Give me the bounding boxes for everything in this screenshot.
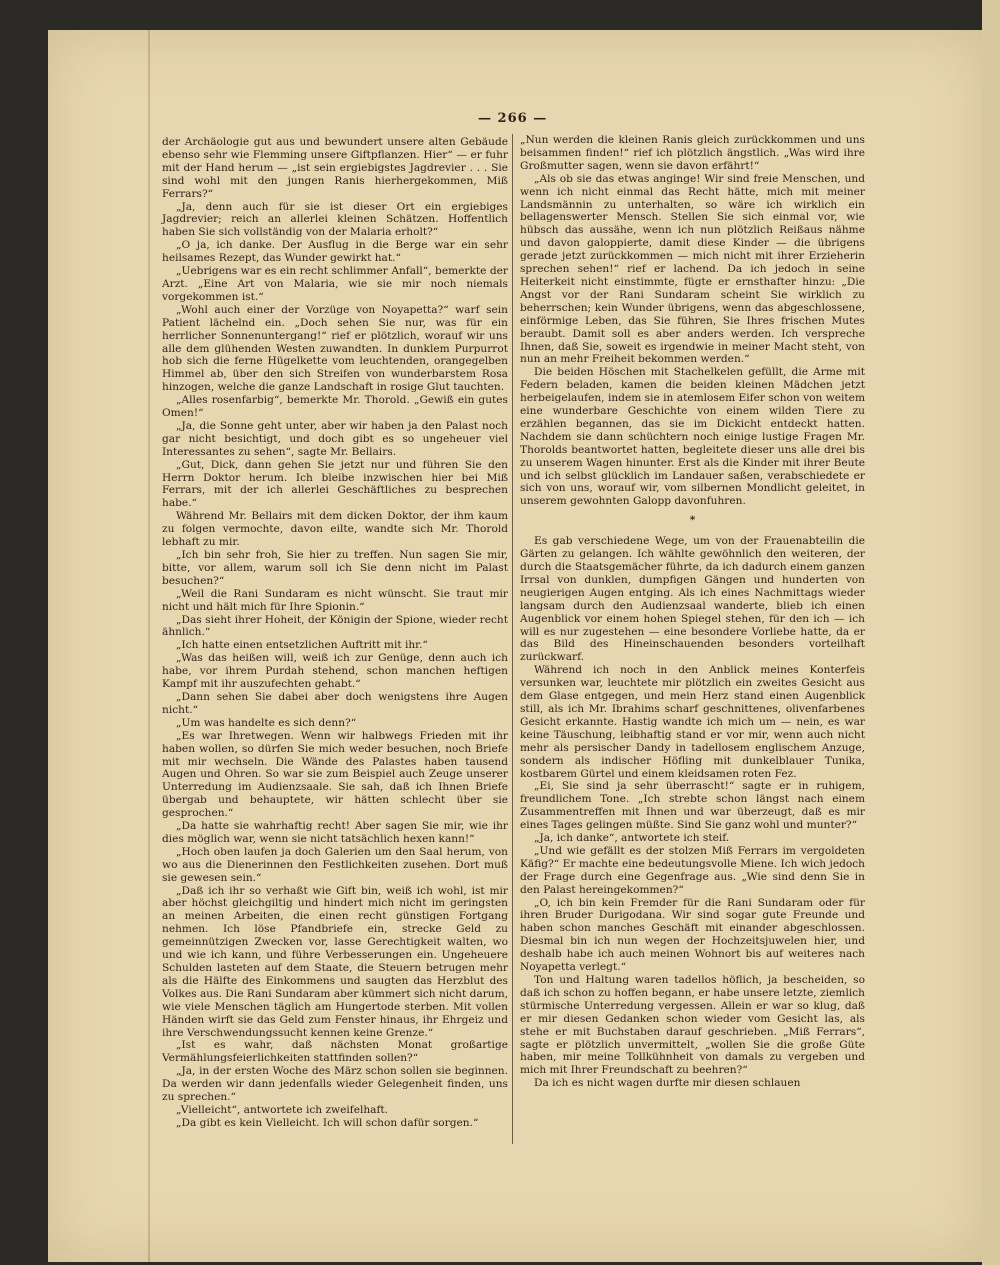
- paragraph: „Dann sehen Sie dabei aber doch wenigstens ihre Augen nicht.“: [162, 690, 508, 716]
- paragraph: Da ich es nicht wagen durfte mir diesen schlauen: [534, 1077, 801, 1090]
- page-number: — 266 —: [478, 111, 548, 126]
- left-text-column: [162, 136, 508, 1130]
- paragraph: „Alles rosenfarbig“, bemerkte Mr. Thorold. „Gewiß ein gutes Omen!“: [162, 394, 508, 420]
- paragraph: „Es war Ihretwegen. Wenn wir halbwegs Frieden mit ihr haben wollen, so dürfen Sie mich weder besuchen, noch Briefe mit mir wechseln. Die Wände des Palastes haben tausend Augen und Ohren. So war sie zum Beispiel auch Zeuge unserer Unterredung im Audienzsaale. Sie sah, daß ich Ihnen Briefe übergab und behauptete, wir hätten schlecht über sie gesprochen.“: [162, 729, 508, 820]
- paragraph: „Und wie gefällt es der stolzen Miß Ferrars im vergoldeten Käfig?“ Er machte eine bedeutungsvolle Miene. Ich wich jedoch der Frage durch eine Gegenfrage aus. „Wie sind denn Sie in den Palast hereingekommen?“: [520, 844, 865, 896]
- paper-fold-line: [148, 30, 150, 1262]
- paragraph: „Vielleicht“, antwortete ich zweifelhaft.: [176, 1103, 389, 1116]
- paragraph: „Um was handelte es sich denn?“: [176, 716, 357, 729]
- paragraph: „Hoch oben laufen ja doch Galerien um den Saal herum, von wo aus die Dienerinnen den Festlichkeiten zusehen. Dort muß sie gewesen sein.“: [162, 845, 508, 884]
- paragraph: „Ja, in der ersten Woche des März schon sollen sie beginnen. Da werden wir dann jedenfalls wieder Gelegenheit finden, uns zu sprechen.“: [162, 1065, 508, 1104]
- paragraph: „Weil die Rani Sundaram es nicht wünscht. Sie traut mir nicht und hält mich für Ihre Spionin.“: [162, 587, 508, 613]
- paragraph: „Gut, Dick, dann gehen Sie jetzt nur und führen Sie den Herrn Doktor herum. Ich bleibe inzwischen hier bei Miß Ferrars, mit der ich allerlei Geschäftliches zu besprechen habe.“: [162, 458, 508, 510]
- adjacent-page-edge: [982, 0, 1000, 1265]
- paragraph: „Da hatte sie wahrhaftig recht! Aber sagen Sie mir, wie ihr dies möglich war, wenn sie nicht tatsächlich hexen kann!“: [162, 820, 508, 845]
- paragraph: „O, ich bin kein Fremder für die Rani Sundaram oder für ihren Bruder Durigodana. Wir sind sogar gute Freunde und haben schon manches Geschäft mit einander abgeschlossen. Diesmal bin ich nun wegen der Hochzeitsjuwelen hier, und deshalb habe ich auch meinen Wohnort bis auf weiteres nach Noyapetta verlegt.“: [520, 896, 865, 974]
- paragraph: Ton und Haltung waren tadellos höflich, ja bescheiden, so daß ich schon zu hoffen begann, er habe unsere letzte, ziemlich stürmische Unterredung vergessen. Allein er war so klug, daß er mir diesen Gedanken schon wieder vom Gesicht las, als stehe er mit Buchstaben darauf geschrieben. „Miß Ferrars“, sagte er plötzlich unvermittelt, „wollen Sie die große Güte haben, mir meine Tollkühnheit von damals zu vergeben und mich mit Ihrer Freundschaft zu beehren?“: [520, 974, 865, 1077]
- section-separator: *: [689, 514, 696, 527]
- paragraph: „O ja, ich danke. Der Ausflug in die Berge war ein sehr heilsames Rezept, das Wunder gewirkt hat.“: [162, 239, 508, 265]
- paragraph: „Da gibt es kein Vielleicht. Ich will schon dafür sorgen.“: [176, 1116, 479, 1129]
- paragraph: „Ja, ich danke“, antwortete ich steif.: [534, 832, 730, 845]
- paragraph: Während Mr. Bellairs mit dem dicken Doktor, der ihm kaum zu folgen vermochte, davon eilte, wandte sich Mr. Thorold lebhaft zu mir.: [162, 510, 508, 549]
- paragraph: „Uebrigens war es ein recht schlimmer Anfall“, bemerkte der Arzt. „Eine Art von Malaria, wie sie mir noch niemals vorgekommen ist.“: [162, 265, 508, 303]
- paragraph: „Was das heißen will, weiß ich zur Genüge, denn auch ich habe, vor ihrem Purdah stehend, schon manchen heftigen Kampf mit ihr auszufechten gehabt.“: [162, 652, 508, 691]
- right-text-column: [520, 134, 865, 1090]
- paragraph: der Archäologie gut aus und bewundert unsere alten Gebäude ebenso sehr wie Flemming unsere Giftpflanzen. Hier“ — er fuhr mit der Hand herum — „ist sein ergiebigstes Jagdrevier . . . Sie sind wohl mit den jungen Ranis hierhergekommen, Miß Ferrars?“: [162, 136, 508, 200]
- paragraph: „Als ob sie das etwas anginge! Wir sind freie Menschen, und wenn ich nicht einmal das Recht hätte, mich mit meiner Landsmännin zu unterhalten, so wäre ich wirklich ein bellagenswerter Mensch. Stellen Sie sich einmal vor, wie hübsch das aussähe, wenn ich nun plötzlich Reißaus nähme und davon galoppierte, damit diese Kinder — die übrigens gerade jetzt zurückkommen — mich nicht mit ihrer Erzieherin sprechen sehen!“ rief er lachend. Da ich jedoch in seine Heiterkeit nicht einstimmte, fügte er ernsthafter hinzu: „Die Angst vor der Rani Sundaram scheint Sie wirklich zu beherrschen; kein Wunder übrigens, wenn das abgeschlossene, einförmige Leben, das Sie führen, Sie Ihres frischen Mutes beraubt. Damit soll es aber anders werden. Ich verspreche Ihnen, daß Sie, soweit es irgendwie in meiner Macht steht, von nun an mehr Freiheit bekommen werden.“: [520, 172, 865, 366]
- paragraph: Während ich noch in den Anblick meines Konterfeis versunken war, leuchtete mir plötzlich ein zweites Gesicht aus dem Glase entgegen, und mein Herz stand einen Augenblick still, als ich Mr. Ibrahims scharf geschnittenes, olivenfarbenes Gesicht erkannte. Hastig wandte ich mich um — nein, es war keine Täuschung, leibhaftig stand er vor mir, wenn auch nicht mehr als persischer Dandy in tadellosem englischem Anzuge, sondern als indischer Höfling mit dunkelblauer Tunika, kostbarem Gürtel und einem kleidsamen roten Fez.: [520, 664, 865, 780]
- paragraph: Es gab verschiedene Wege, um von der Frauenabteilin die Gärten zu gelangen. Ich wählte gewöhnlich den weiteren, der durch die Staatsgemächer führte, da ich dadurch einem ganzen Irrsal von dunklen, dumpfigen Gängen und hunderten von neugierigen Augen entging. Als ich eines Nachmittags wieder langsam durch den Audienzsaal wanderte, blieb ich einen Augenblick vor einem hohen Spiegel stehen, für den ich — ich will es nur zugestehen — eine besondere Vorliebe hatte, da er das Bild des Hineinschauenden besonders vorteilhaft zurückwarf.: [520, 535, 865, 664]
- paragraph: „Wohl auch einer der Vorzüge von Noyapetta?“ warf sein Patient lächelnd ein. „Doch sehen Sie nur, was für ein herrlicher Sonnenuntergang!“ rief er plötzlich, worauf wir uns alle dem glühenden Westen zuwandten. In dunklem Purpurrot hob sich die ferne Hügelkette vom leuchtenden, orangegelben Himmel ab, über den sich Streifen von wunderbarstem Rosa hinzogen, welche die ganze Landschaft in rosige Glut tauchten.: [162, 303, 508, 394]
- paragraph: „Daß ich ihr so verhaßt wie Gift bin, weiß ich wohl, ist mir aber höchst gleichgiltig und hindert mich nicht im geringsten an meinen Arbeiten, die einen recht günstigen Fortgang nehmen. Ich löse Pfandbriefe ein, strecke Geld zu gemeinnützigen Zwecken vor, lasse Gerechtigkeit walten, wo und wie ich kann, und führe Verbesserungen ein. Ungeheuere Schulden lasteten auf dem Staate, die Steuern betrugen mehr als die Hälfte des Einkommens und saugten das Herzblut des Volkes aus. Die Rani Sundaram aber kümmert sich nicht darum, wie viele Menschen täglich am Hungertode sterben. Mit vollen Händen wirft sie das Geld zum Fenster hinaus, ihr Ehrgeiz und ihre Verschwendungssucht kennen keine Grenze.“: [162, 884, 508, 1039]
- paragraph: „Das sieht ihrer Hoheit, der Königin der Spione, wieder recht ähnlich.“: [162, 613, 508, 639]
- paragraph: „Nun werden die kleinen Ranis gleich zurückkommen und uns beisammen finden!“ rief ich plötzlich ängstlich. „Was wird ihre Großmutter sagen, wenn sie davon erfährt!“: [520, 134, 865, 172]
- paragraph: „Ist es wahr, daß nächsten Monat großartige Vermählungsfeierlichkeiten stattfinden sollen?“: [162, 1039, 508, 1065]
- paragraph: „Ich bin sehr froh, Sie hier zu treffen. Nun sagen Sie mir, bitte, vor allem, warum soll ich Sie denn nicht im Palast besuchen?“: [162, 549, 508, 587]
- paragraph: „Ei, Sie sind ja sehr überrascht!“ sagte er in ruhigem, freundlichem Tone. „Ich strebte schon längst nach einem Zusammentreffen mit Ihnen und war überzeugt, daß es mir eines Tages gelingen müßte. Sind Sie ganz wohl und munter?“: [520, 780, 865, 832]
- paragraph: „Ja, die Sonne geht unter, aber wir haben ja den Palast noch gar nicht besichtigt, und doch gibt es so ungeheuer viel Interessantes zu sehen“, sagte Mr. Bellairs.: [162, 419, 508, 458]
- paragraph: Die beiden Höschen mit Stachelkelen gefüllt, die Arme mit Federn beladen, kamen die beiden kleinen Mädchen jetzt herbeigelaufen, indem sie in atemlosem Eifer schon von weitem eine wunderbare Geschichte von einem wilden Tiere zu erzählen begannen, das sie im Dickicht entdeckt hatten. Nachdem sie dann schüchtern noch einige lustige Fragen Mr. Thorolds beantwortet hatten, begleitete dieser uns alle drei bis zu unserem Wagen hinunter. Erst als die Kinder mit ihrer Beute und ich selbst glücklich im Landauer saßen, verabschiedete er sich von uns, worauf wir, vom silbernen Mondlicht geleitet, in unserem gewohnten Galopp davonfuhren.: [520, 366, 865, 508]
- column-divider: [512, 134, 513, 1144]
- paragraph: „Ja, denn auch für sie ist dieser Ort ein ergiebiges Jagdrevier; reich an allerlei kleinen Schätzen. Hoffentlich haben Sie sich vollständig von der Malaria erholt?“: [162, 200, 508, 239]
- paragraph: „Ich hatte einen entsetzlichen Auftritt mit ihr.“: [176, 639, 428, 652]
